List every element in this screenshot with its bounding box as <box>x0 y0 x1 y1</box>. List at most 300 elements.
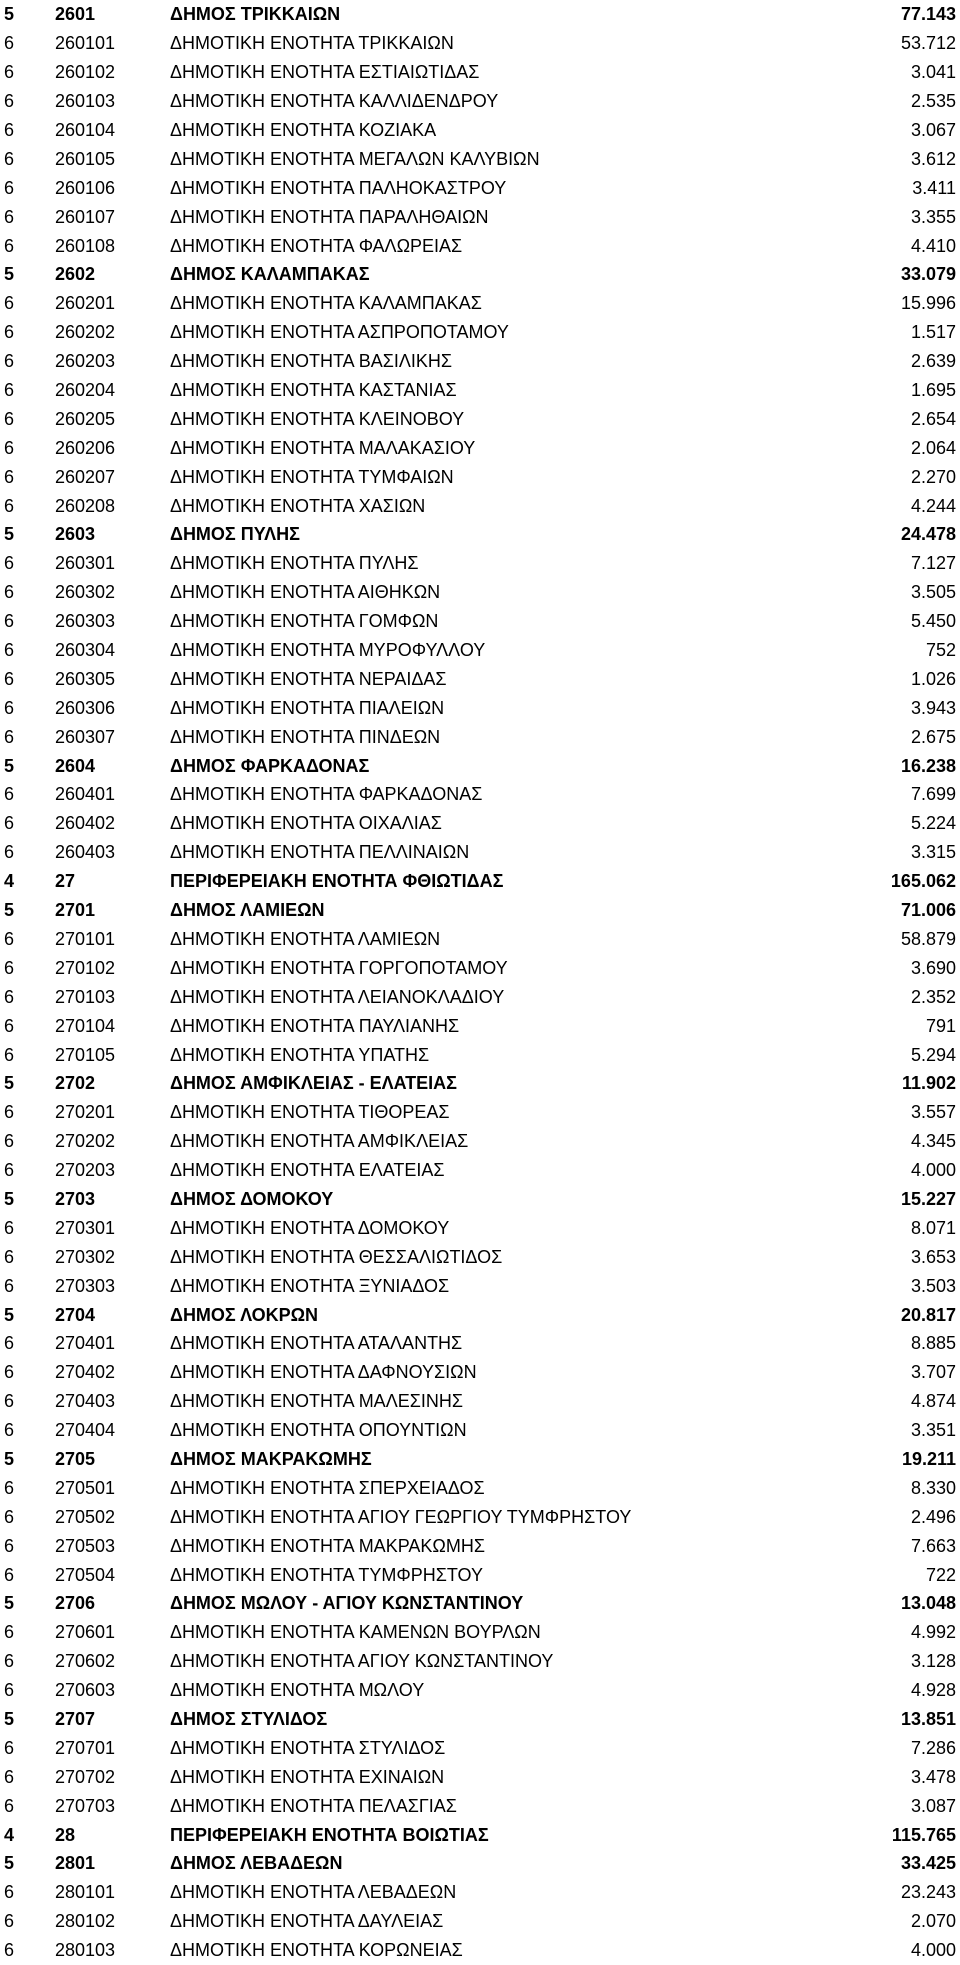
table-row <box>0 1069 960 1098</box>
row-name: ΔΗΜΟΤΙΚΗ ΕΝΟΤΗΤΑ ΔΑΥΛΕΙΑΣ <box>170 1911 444 1932</box>
row-level: 6 <box>4 1506 15 1527</box>
row-name: ΔΗΜΟΤΙΚΗ ΕΝΟΤΗΤΑ ΕΧΙΝΑΙΩΝ <box>170 1766 445 1787</box>
row-name: ΔΗΜΟΣ ΛΑΜΙΕΩΝ <box>170 900 325 921</box>
row-name: ΔΗΜΟΣ ΜΩΛΟΥ - ΑΓΙΟΥ ΚΩΝΣΤΑΝΤΙΝΟΥ <box>170 1593 524 1614</box>
row-level: 6 <box>4 408 15 429</box>
row-code: 260101 <box>55 33 116 54</box>
row-code: 2603 <box>55 524 96 545</box>
row-population: 2.270 <box>910 466 956 487</box>
row-code: 260307 <box>55 726 116 747</box>
row-code: 2704 <box>55 1304 96 1325</box>
row-code: 270403 <box>55 1391 116 1412</box>
row-level: 6 <box>4 1333 15 1354</box>
row-name: ΔΗΜΟΤΙΚΗ ΕΝΟΤΗΤΑ ΚΑΛΑΜΠΑΚΑΣ <box>170 293 482 314</box>
row-level: 6 <box>4 611 15 632</box>
row-level: 6 <box>4 293 15 314</box>
table-row <box>0 1185 960 1214</box>
row-population: 791 <box>925 1015 956 1036</box>
table-row <box>0 289 960 318</box>
row-code: 270201 <box>55 1102 116 1123</box>
row-population: 4.874 <box>910 1391 956 1412</box>
row-name: ΔΗΜΟΤΙΚΗ ΕΝΟΤΗΤΑ ΠΑΡΑΛΗΘΑΙΩΝ <box>170 206 489 227</box>
row-code: 270701 <box>55 1737 116 1758</box>
row-name: ΔΗΜΟΤΙΚΗ ΕΝΟΤΗΤΑ ΥΠΑΤΗΣ <box>170 1044 430 1065</box>
table-row <box>0 1820 960 1849</box>
row-population: 77.143 <box>900 4 956 25</box>
row-level: 6 <box>4 120 15 140</box>
row-name: ΔΗΜΟΣ ΛΕΒΑΔΕΩΝ <box>170 1853 343 1874</box>
row-level: 5 <box>4 264 15 285</box>
row-level: 6 <box>4 726 15 747</box>
row-population: 5.450 <box>910 611 956 632</box>
row-name: ΔΗΜΟΤΙΚΗ ΕΝΟΤΗΤΑ ΚΑΜΕΝΩΝ ΒΟΥΡΛΩΝ <box>170 1622 541 1643</box>
row-level: 4 <box>4 1824 15 1845</box>
row-population: 8.071 <box>910 1217 956 1238</box>
table-row <box>0 520 960 549</box>
row-level: 6 <box>4 1420 15 1441</box>
table-row <box>0 751 960 780</box>
row-level: 6 <box>4 1651 15 1672</box>
row-population: 24.478 <box>900 524 956 545</box>
row-name: ΔΗΜΟΤΙΚΗ ΕΝΟΤΗΤΑ ΤΡΙΚΚΑΙΩΝ <box>170 33 454 54</box>
table-row <box>0 1416 960 1445</box>
row-level: 6 <box>4 1535 15 1556</box>
row-code: 260201 <box>55 293 116 314</box>
row-code: 28 <box>55 1824 76 1845</box>
row-name: ΔΗΜΟΤΙΚΗ ΕΝΟΤΗΤΑ ΚΟΖΙΑΚΑ <box>170 120 437 140</box>
row-level: 6 <box>4 1102 15 1123</box>
row-population: 2.535 <box>910 91 956 112</box>
row-level: 6 <box>4 206 15 227</box>
row-level: 6 <box>4 668 15 689</box>
row-population: 115.765 <box>891 1824 956 1845</box>
table-row <box>0 1127 960 1156</box>
table-row <box>0 491 960 520</box>
table-row <box>0 1040 960 1069</box>
row-population: 7.127 <box>910 553 956 574</box>
table-row <box>0 780 960 809</box>
row-population: 20.817 <box>900 1304 956 1325</box>
row-name: ΔΗΜΟΤΙΚΗ ΕΝΟΤΗΤΑ ΜΕΓΑΛΩΝ ΚΑΛΥΒΙΩΝ <box>170 148 540 169</box>
table-row <box>0 867 960 896</box>
row-level: 5 <box>4 1593 15 1614</box>
row-level: 6 <box>4 1217 15 1238</box>
row-population: 2.654 <box>910 408 956 429</box>
row-code: 270401 <box>55 1333 116 1354</box>
row-code: 260202 <box>55 322 116 343</box>
row-name: ΔΗΜΟΣ ΜΑΚΡΑΚΩΜΗΣ <box>170 1448 372 1469</box>
row-level: 6 <box>4 1131 15 1152</box>
row-name: ΔΗΜΟΤΙΚΗ ΕΝΟΤΗΤΑ ΤΥΜΦΡΗΣΤΟΥ <box>170 1564 483 1585</box>
row-population: 3.557 <box>910 1102 956 1123</box>
row-name: ΔΗΜΟΤΙΚΗ ΕΝΟΤΗΤΑ ΜΑΚΡΑΚΩΜΗΣ <box>170 1535 485 1556</box>
row-code: 270105 <box>55 1044 116 1065</box>
row-population: 3.505 <box>910 582 956 603</box>
row-name: ΔΗΜΟΤΙΚΗ ΕΝΟΤΗΤΑ ΒΑΣΙΛΙΚΗΣ <box>170 351 452 372</box>
table-row <box>0 896 960 925</box>
table-row <box>0 0 960 29</box>
row-code: 2706 <box>55 1593 96 1614</box>
row-level: 6 <box>4 640 15 661</box>
table-row <box>0 116 960 145</box>
row-population: 8.885 <box>910 1333 956 1354</box>
row-level: 6 <box>4 33 15 54</box>
table-row <box>0 1213 960 1242</box>
row-level: 6 <box>4 1795 15 1816</box>
row-name: ΔΗΜΟΤΙΚΗ ΕΝΟΤΗΤΑ ΑΣΠΡΟΠΟΤΑΜΟΥ <box>170 322 509 343</box>
table-row <box>0 1849 960 1878</box>
table-row <box>0 1878 960 1907</box>
row-level: 6 <box>4 1882 15 1903</box>
row-population: 3.943 <box>910 697 956 718</box>
row-name: ΔΗΜΟΤΙΚΗ ΕΝΟΤΗΤΑ ΓΟΜΦΩΝ <box>170 611 439 632</box>
row-level: 6 <box>4 62 15 83</box>
row-name: ΔΗΜΟΤΙΚΗ ΕΝΟΤΗΤΑ ΠΙΝΔΕΩΝ <box>170 726 441 747</box>
table-row <box>0 1242 960 1271</box>
table-row <box>0 1271 960 1300</box>
row-name: ΔΗΜΟΤΙΚΗ ΕΝΟΤΗΤΑ ΛΕΙΑΝΟΚΛΑΔΙΟΥ <box>170 986 505 1007</box>
table-row <box>0 925 960 954</box>
table-row <box>0 1531 960 1560</box>
row-name: ΠΕΡΙΦΕΡΕΙΑΚΗ ΕΝΟΤΗΤΑ ΦΘΙΩΤΙΔΑΣ <box>170 871 504 892</box>
row-code: 270101 <box>55 928 116 949</box>
row-name: ΔΗΜΟΤΙΚΗ ΕΝΟΤΗΤΑ ΜΑΛΕΣΙΝΗΣ <box>170 1391 463 1412</box>
row-code: 270603 <box>55 1680 116 1701</box>
row-name: ΔΗΜΟΤΙΚΗ ΕΝΟΤΗΤΑ ΝΕΡΑΙΔΑΣ <box>170 668 447 689</box>
row-level: 6 <box>4 466 15 487</box>
row-level: 6 <box>4 1737 15 1758</box>
row-code: 260305 <box>55 668 116 689</box>
row-population: 23.243 <box>900 1882 956 1903</box>
row-code: 270102 <box>55 957 116 978</box>
row-code: 270703 <box>55 1795 116 1816</box>
row-population: 33.079 <box>900 264 956 285</box>
row-level: 6 <box>4 582 15 603</box>
row-code: 260102 <box>55 62 116 83</box>
row-name: ΔΗΜΟΤΙΚΗ ΕΝΟΤΗΤΑ ΟΠΟΥΝΤΙΩΝ <box>170 1420 467 1441</box>
row-population: 3.503 <box>910 1275 956 1296</box>
row-population: 3.478 <box>910 1766 956 1787</box>
row-code: 260206 <box>55 437 116 458</box>
row-code: 260303 <box>55 611 116 632</box>
table-row <box>0 1705 960 1734</box>
row-population: 2.070 <box>910 1911 956 1932</box>
row-population: 15.227 <box>900 1188 956 1209</box>
row-population: 3.355 <box>910 206 956 227</box>
row-population: 16.238 <box>900 755 956 776</box>
row-code: 270302 <box>55 1246 116 1267</box>
row-name: ΔΗΜΟΤΙΚΗ ΕΝΟΤΗΤΑ ΠΕΛΑΣΓΙΑΣ <box>170 1795 457 1816</box>
row-code: 260304 <box>55 640 116 661</box>
row-level: 5 <box>4 4 15 25</box>
row-level: 6 <box>4 380 15 401</box>
table-row <box>0 838 960 867</box>
row-name: ΔΗΜΟΤΙΚΗ ΕΝΟΤΗΤΑ ΔΟΜΟΚΟΥ <box>170 1217 450 1238</box>
row-population: 3.315 <box>910 842 956 863</box>
row-code: 260301 <box>55 553 116 574</box>
row-level: 5 <box>4 524 15 545</box>
row-code: 270501 <box>55 1477 116 1498</box>
row-population: 71.006 <box>900 900 956 921</box>
table-row <box>0 260 960 289</box>
row-name: ΔΗΜΟΤΙΚΗ ΕΝΟΤΗΤΑ ΠΕΛΛΙΝΑΙΩΝ <box>170 842 470 863</box>
table-row <box>0 1589 960 1618</box>
row-code: 260208 <box>55 495 116 516</box>
row-name: ΔΗΜΟΤΙΚΗ ΕΝΟΤΗΤΑ ΠΙΑΛΕΙΩΝ <box>170 697 445 718</box>
row-level: 6 <box>4 842 15 863</box>
row-population: 8.330 <box>910 1477 956 1498</box>
row-code: 260103 <box>55 91 116 112</box>
row-population: 2.352 <box>910 986 956 1007</box>
row-population: 3.087 <box>910 1795 956 1816</box>
row-level: 6 <box>4 986 15 1007</box>
row-code: 260106 <box>55 177 116 198</box>
table-row <box>0 1791 960 1820</box>
row-code: 280103 <box>55 1940 116 1961</box>
row-level: 5 <box>4 1853 15 1874</box>
row-code: 260105 <box>55 148 116 169</box>
row-level: 6 <box>4 697 15 718</box>
row-code: 2707 <box>55 1708 96 1729</box>
row-code: 260108 <box>55 235 116 256</box>
row-name: ΔΗΜΟΣ ΚΑΛΑΜΠΑΚΑΣ <box>170 264 370 285</box>
row-name: ΔΗΜΟΤΙΚΗ ΕΝΟΤΗΤΑ ΜΥΡΟΦΥΛΛΟΥ <box>170 640 486 661</box>
row-name: ΔΗΜΟΤΙΚΗ ΕΝΟΤΗΤΑ ΑΜΦΙΚΛΕΙΑΣ <box>170 1131 469 1152</box>
row-population: 3.653 <box>910 1246 956 1267</box>
row-population: 3.707 <box>910 1362 956 1383</box>
row-level: 6 <box>4 235 15 256</box>
row-code: 2701 <box>55 900 96 921</box>
row-name: ΔΗΜΟΤΙΚΗ ΕΝΟΤΗΤΑ ΜΩΛΟΥ <box>170 1680 425 1701</box>
row-name: ΠΕΡΙΦΕΡΕΙΑΚΗ ΕΝΟΤΗΤΑ ΒΟΙΩΤΙΑΣ <box>170 1824 489 1845</box>
row-population: 13.851 <box>900 1708 956 1729</box>
row-population: 1.517 <box>910 322 956 343</box>
table-row <box>0 953 960 982</box>
row-level: 6 <box>4 1044 15 1065</box>
row-population: 7.699 <box>910 784 956 805</box>
table-row <box>0 173 960 202</box>
table-row <box>0 202 960 231</box>
row-code: 260104 <box>55 120 116 140</box>
row-code: 270404 <box>55 1420 116 1441</box>
row-level: 6 <box>4 1940 15 1961</box>
row-code: 270402 <box>55 1362 116 1383</box>
table-row <box>0 693 960 722</box>
row-code: 260107 <box>55 206 116 227</box>
row-population: 19.211 <box>901 1448 956 1469</box>
row-code: 270601 <box>55 1622 116 1643</box>
row-name: ΔΗΜΟΤΙΚΗ ΕΝΟΤΗΤΑ ΑΓΙΟΥ ΚΩΝΣΤΑΝΤΙΝΟΥ <box>170 1651 554 1672</box>
row-name: ΔΗΜΟΤΙΚΗ ΕΝΟΤΗΤΑ ΦΑΛΩΡΕΙΑΣ <box>170 235 463 256</box>
row-name: ΔΗΜΟΤΙΚΗ ΕΝΟΤΗΤΑ ΕΛΑΤΕΙΑΣ <box>170 1160 445 1181</box>
table-row <box>0 1647 960 1676</box>
row-code: 270504 <box>55 1564 116 1585</box>
row-population: 13.048 <box>900 1593 956 1614</box>
table-row <box>0 462 960 491</box>
row-code: 2601 <box>55 4 96 25</box>
row-level: 6 <box>4 148 15 169</box>
row-level: 6 <box>4 784 15 805</box>
row-population: 722 <box>925 1564 956 1585</box>
row-population: 5.294 <box>910 1044 956 1065</box>
row-code: 260203 <box>55 351 116 372</box>
row-name: ΔΗΜΟΤΙΚΗ ΕΝΟΤΗΤΑ ΤΙΘΟΡΕΑΣ <box>170 1102 450 1123</box>
row-code: 260204 <box>55 380 116 401</box>
row-name: ΔΗΜΟΤΙΚΗ ΕΝΟΤΗΤΑ ΧΑΣΙΩΝ <box>170 495 426 516</box>
table-row <box>0 318 960 347</box>
row-name: ΔΗΜΟΤΙΚΗ ΕΝΟΤΗΤΑ ΠΑΛΗΟΚΑΣΤΡΟΥ <box>170 177 507 198</box>
row-name: ΔΗΜΟΣ ΠΥΛΗΣ <box>170 524 300 545</box>
table-row <box>0 809 960 838</box>
row-population: 4.000 <box>910 1940 956 1961</box>
row-population: 3.128 <box>910 1651 956 1672</box>
row-code: 2702 <box>55 1073 96 1094</box>
row-population: 4.410 <box>910 235 956 256</box>
row-name: ΔΗΜΟΤΙΚΗ ΕΝΟΤΗΤΑ ΚΛΕΙΝΟΒΟΥ <box>170 408 465 429</box>
row-code: 2604 <box>55 755 96 776</box>
row-population: 165.062 <box>890 871 956 892</box>
row-level: 5 <box>4 1708 15 1729</box>
table-row <box>0 58 960 87</box>
table-row <box>0 722 960 751</box>
row-name: ΔΗΜΟΤΙΚΗ ΕΝΟΤΗΤΑ ΠΑΥΛΙΑΝΗΣ <box>170 1015 460 1036</box>
row-population: 2.496 <box>910 1506 956 1527</box>
row-name: ΔΗΜΟΤΙΚΗ ΕΝΟΤΗΤΑ ΚΟΡΩΝΕΙΑΣ <box>170 1940 463 1961</box>
table-row <box>0 982 960 1011</box>
row-code: 270602 <box>55 1651 116 1672</box>
row-level: 6 <box>4 928 15 949</box>
row-level: 5 <box>4 1188 15 1209</box>
row-name: ΔΗΜΟΤΙΚΗ ΕΝΟΤΗΤΑ ΛΕΒΑΔΕΩΝ <box>170 1882 457 1903</box>
row-population: 4.345 <box>910 1131 956 1152</box>
table-row <box>0 29 960 58</box>
table-row <box>0 1156 960 1185</box>
row-code: 270503 <box>55 1535 116 1556</box>
row-level: 5 <box>4 900 15 921</box>
row-level: 5 <box>4 1448 15 1469</box>
row-population: 33.425 <box>900 1853 956 1874</box>
row-code: 270502 <box>55 1506 116 1527</box>
row-population: 4.992 <box>910 1622 956 1643</box>
row-name: ΔΗΜΟΤΙΚΗ ΕΝΟΤΗΤΑ ΚΑΣΤΑΝΙΑΣ <box>170 380 457 401</box>
table-row <box>0 1936 960 1965</box>
row-level: 6 <box>4 1246 15 1267</box>
row-name: ΔΗΜΟΤΙΚΗ ΕΝΟΤΗΤΑ ΚΑΛΛΙΔΕΝΔΡΟΥ <box>170 91 499 112</box>
row-name: ΔΗΜΟΣ ΦΑΡΚΑΔΟΝΑΣ <box>170 755 370 776</box>
row-name: ΔΗΜΟΤΙΚΗ ΕΝΟΤΗΤΑ ΑΓΙΟΥ ΓΕΩΡΓΙΟΥ ΤΥΜΦΡΗΣΤΟΥ <box>170 1506 632 1527</box>
row-level: 6 <box>4 1160 15 1181</box>
row-population: 1.695 <box>910 380 956 401</box>
row-code: 260401 <box>55 784 116 805</box>
table-row <box>0 1098 960 1127</box>
row-name: ΔΗΜΟΣ ΔΟΜΟΚΟΥ <box>170 1188 334 1209</box>
row-name: ΔΗΜΟΤΙΚΗ ΕΝΟΤΗΤΑ ΣΤΥΛΙΔΟΣ <box>170 1737 446 1758</box>
row-population: 2.675 <box>910 726 956 747</box>
row-population: 3.612 <box>910 148 956 169</box>
row-level: 4 <box>4 871 15 892</box>
row-code: 270203 <box>55 1160 116 1181</box>
row-level: 6 <box>4 1680 15 1701</box>
row-level: 6 <box>4 553 15 574</box>
row-code: 260205 <box>55 408 116 429</box>
row-population: 58.879 <box>900 928 956 949</box>
row-level: 6 <box>4 351 15 372</box>
row-name: ΔΗΜΟΤΙΚΗ ΕΝΟΤΗΤΑ ΑΤΑΛΑΝΤΗΣ <box>170 1333 463 1354</box>
row-code: 260302 <box>55 582 116 603</box>
table-row <box>0 1618 960 1647</box>
table-row <box>0 1733 960 1762</box>
table-row <box>0 404 960 433</box>
row-population: 3.411 <box>912 177 956 198</box>
row-name: ΔΗΜΟΣ ΛΟΚΡΩΝ <box>170 1304 319 1325</box>
row-population: 7.663 <box>910 1535 956 1556</box>
row-name: ΔΗΜΟΤΙΚΗ ΕΝΟΤΗΤΑ ΛΑΜΙΕΩΝ <box>170 928 441 949</box>
row-level: 6 <box>4 437 15 458</box>
table-row <box>0 144 960 173</box>
table-row <box>0 664 960 693</box>
row-population: 53.712 <box>900 33 956 54</box>
table-row <box>0 1502 960 1531</box>
row-population: 4.928 <box>910 1680 956 1701</box>
row-code: 260403 <box>55 842 116 863</box>
row-level: 5 <box>4 1304 15 1325</box>
row-code: 270103 <box>55 986 116 1007</box>
table-row <box>0 578 960 607</box>
row-code: 270104 <box>55 1015 116 1036</box>
table-row <box>0 1676 960 1705</box>
row-name: ΔΗΜΟΤΙΚΗ ΕΝΟΤΗΤΑ ΣΠΕΡΧΕΙΑΔΟΣ <box>170 1477 485 1498</box>
table-row <box>0 347 960 376</box>
row-level: 5 <box>4 1073 15 1094</box>
row-name: ΔΗΜΟΤΙΚΗ ΕΝΟΤΗΤΑ ΑΙΘΗΚΩΝ <box>170 582 441 603</box>
row-code: 260207 <box>55 466 116 487</box>
row-population: 4.000 <box>910 1160 956 1181</box>
row-level: 6 <box>4 1362 15 1383</box>
table-row <box>0 433 960 462</box>
table-row <box>0 636 960 665</box>
row-population: 2.639 <box>910 351 956 372</box>
row-name: ΔΗΜΟΤΙΚΗ ΕΝΟΤΗΤΑ ΘΕΣΣΑΛΙΩΤΙΔΟΣ <box>170 1246 503 1267</box>
row-name: ΔΗΜΟΤΙΚΗ ΕΝΟΤΗΤΑ ΔΑΦΝΟΥΣΙΩΝ <box>170 1362 477 1383</box>
row-code: 2703 <box>55 1188 96 1209</box>
row-level: 6 <box>4 1622 15 1643</box>
row-level: 6 <box>4 91 15 112</box>
row-code: 280101 <box>55 1882 116 1903</box>
table-row <box>0 1560 960 1589</box>
row-name: ΔΗΜΟΣ ΑΜΦΙΚΛΕΙΑΣ - ΕΛΑΤΕΙΑΣ <box>170 1073 457 1094</box>
row-population: 3.351 <box>910 1420 956 1441</box>
row-level: 6 <box>4 1564 15 1585</box>
row-level: 6 <box>4 1911 15 1932</box>
row-name: ΔΗΜΟΤΙΚΗ ΕΝΟΤΗΤΑ ΟΙΧΑΛΙΑΣ <box>170 813 442 834</box>
row-name: ΔΗΜΟΤΙΚΗ ΕΝΟΤΗΤΑ ΓΟΡΓΟΠΟΤΑΜΟΥ <box>170 957 508 978</box>
row-name: ΔΗΜΟΣ ΣΤΥΛΙΔΟΣ <box>170 1708 328 1729</box>
table-row <box>0 607 960 636</box>
row-population: 7.286 <box>910 1737 956 1758</box>
row-level: 6 <box>4 1766 15 1787</box>
row-code: 270702 <box>55 1766 116 1787</box>
row-level: 5 <box>4 755 15 776</box>
row-level: 6 <box>4 813 15 834</box>
row-code: 2801 <box>55 1853 96 1874</box>
row-name: ΔΗΜΟΤΙΚΗ ΕΝΟΤΗΤΑ ΕΣΤΙΑΙΩΤΙΔΑΣ <box>170 62 480 83</box>
row-population: 11.902 <box>901 1073 956 1094</box>
row-code: 260306 <box>55 697 116 718</box>
row-level: 6 <box>4 1015 15 1036</box>
row-population: 1.026 <box>910 668 956 689</box>
row-level: 6 <box>4 1275 15 1296</box>
table-row <box>0 1907 960 1936</box>
